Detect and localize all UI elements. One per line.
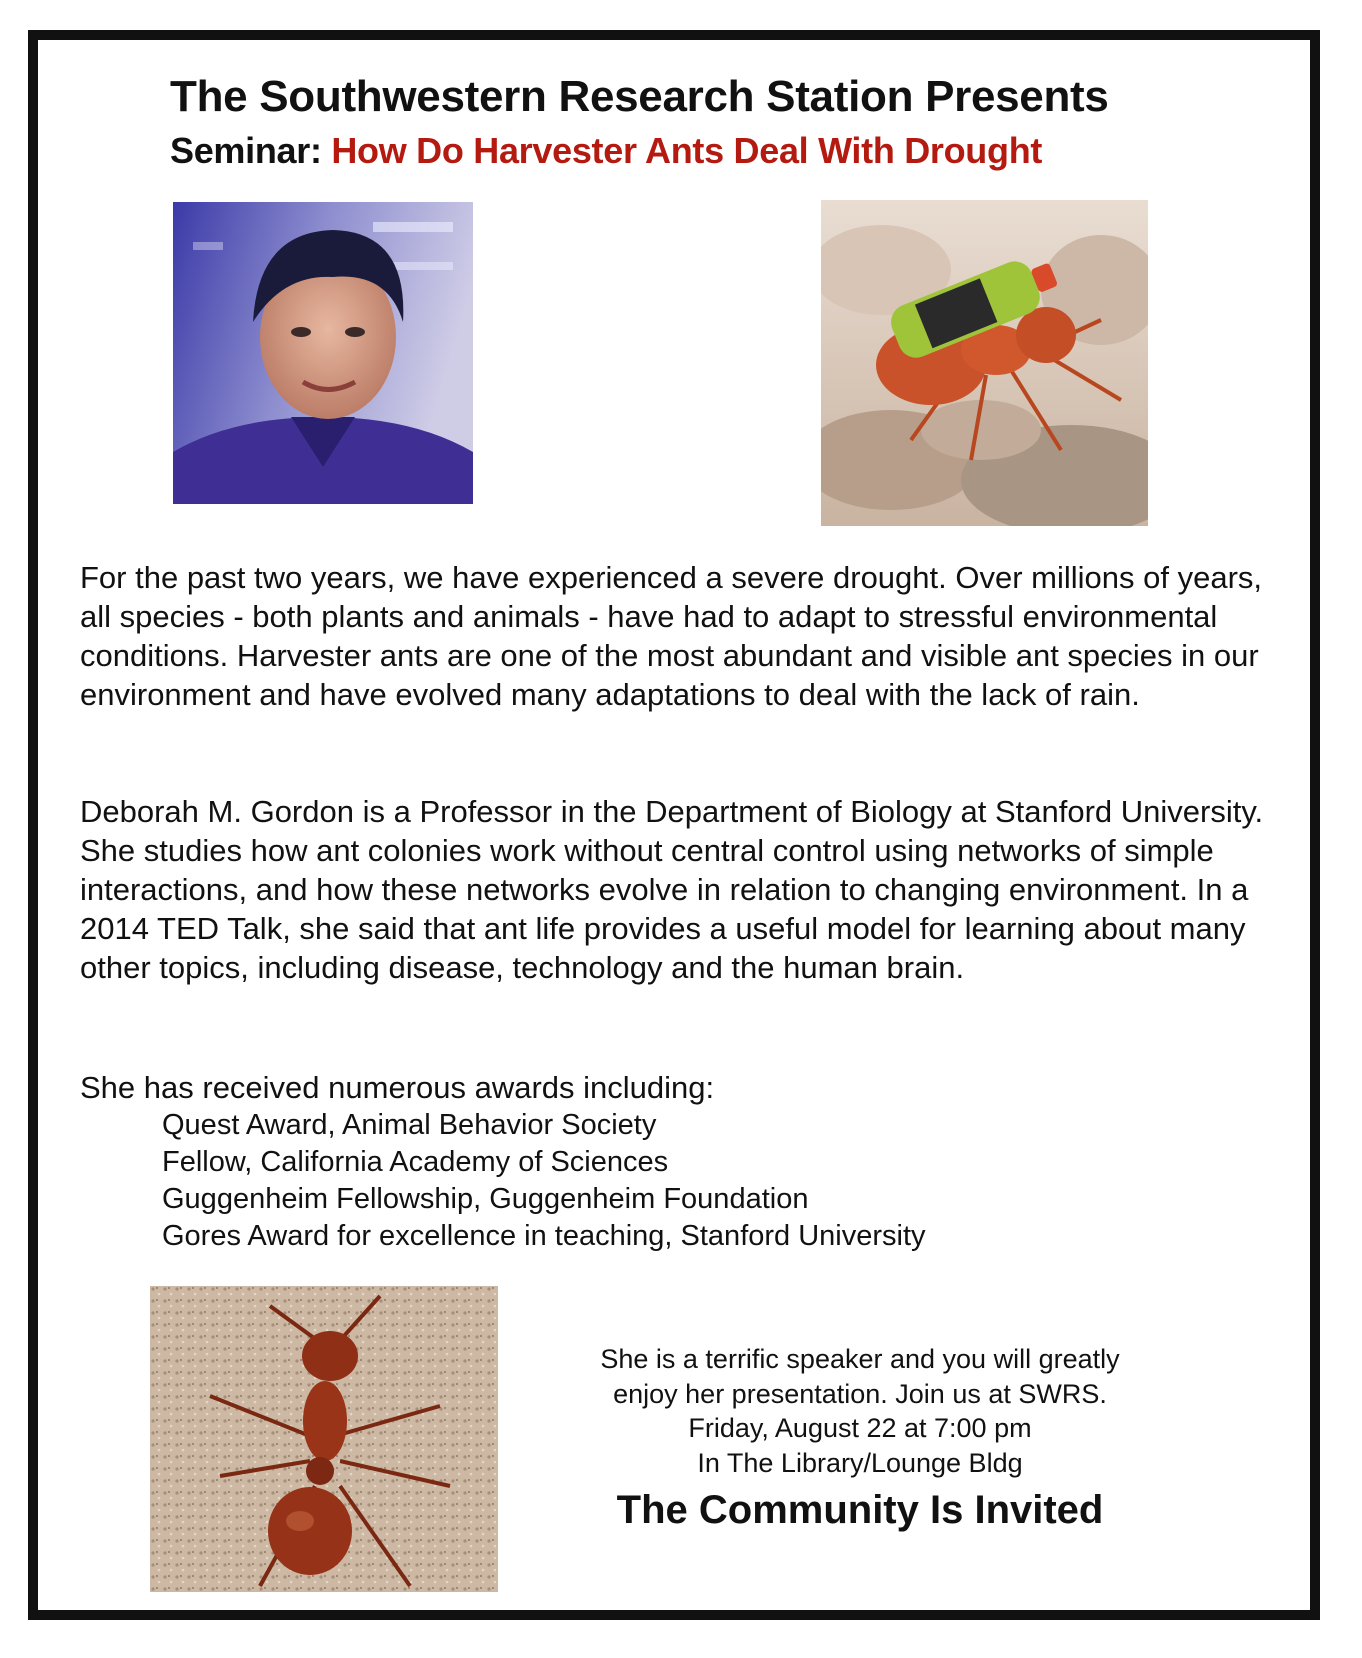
seminar-label: Seminar: <box>170 130 322 171</box>
ant-with-bottle-photo <box>821 200 1148 526</box>
invitation-line: enjoy her presentation. Join us at SWRS. <box>613 1378 1107 1409</box>
event-date-time: Friday, August 22 at 7:00 pm <box>688 1413 1032 1443</box>
speaker-bio-paragraph: Deborah M. Gordon is a Professor in the Department of Biology at Stanford University. She studies how ant colonies work without central control using networks of simple interactions, and how these networks evolve in relation to changing environment. In a 2014 TED Talk, she said that ant life provides a useful model for learning about many other topics, including disease, technology and the human brain. <box>80 794 1264 985</box>
invitation-text <box>540 1342 1180 1480</box>
award-item: Quest Award, Animal Behavior Society <box>162 1109 657 1141</box>
award-item: Guggenheim Fellowship, Guggenheim Foundation <box>162 1183 809 1215</box>
award-item: Gores Award for excellence in teaching, Stanford University <box>162 1220 926 1252</box>
awards-intro: She has received numerous awards including: <box>80 1070 715 1105</box>
community-invited-heading: The Community Is Invited <box>616 1488 1104 1532</box>
invitation-line: She is a terrific speaker and you will greatly <box>600 1344 1120 1374</box>
drought-paragraph: For the past two years, we have experienced a severe drought. Over millions of years, all species - both plants and animals - have had to adapt to stressful environmental conditions. Harvester ants are one of the most abundant and visible ant species in our environment and have evolved many adaptations to deal with the lack of rain. <box>80 560 1263 712</box>
poster-title: The Southwestern Research Station Presents <box>170 72 1109 121</box>
awards-section <box>80 1068 1280 1255</box>
award-item: Fellow, California Academy of Sciences <box>162 1146 669 1178</box>
harvester-ant-photo <box>150 1286 498 1592</box>
speaker-portrait-photo <box>173 202 473 504</box>
event-location: In The Library/Lounge Bldg <box>697 1447 1023 1478</box>
seminar-heading <box>170 130 1042 172</box>
seminar-title: How Do Harvester Ants Deal With Drought <box>331 130 1043 171</box>
